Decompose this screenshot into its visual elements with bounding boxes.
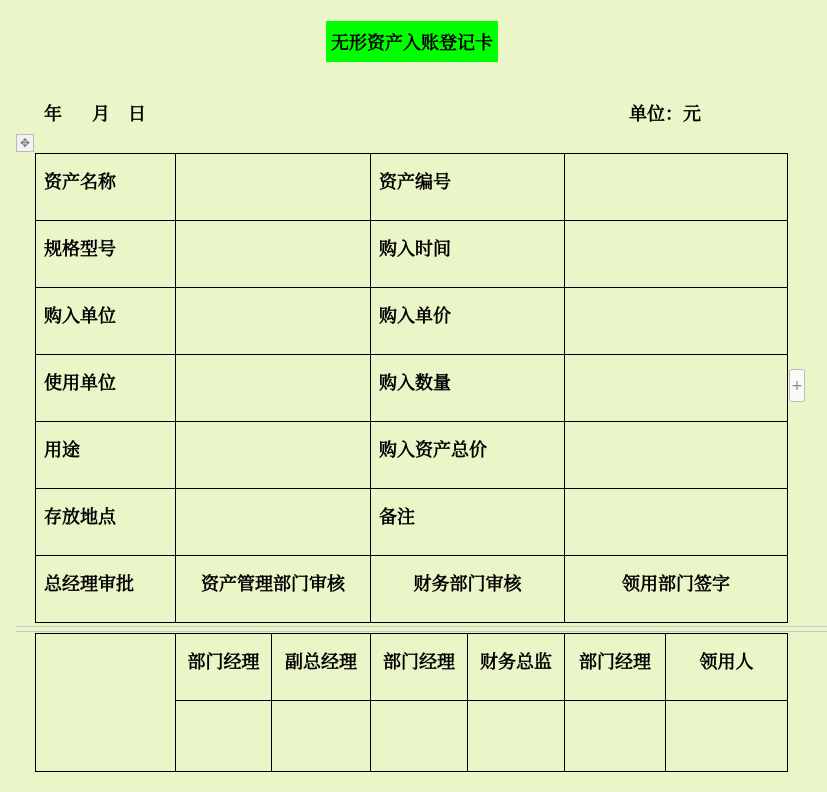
table-row (36, 422, 788, 489)
value-cell[interactable] (565, 489, 788, 556)
label-cell: 资产名称 (36, 154, 176, 221)
label-cell: 购入数量 (371, 355, 565, 422)
table-row (36, 355, 788, 422)
label-cell: 资产编号 (371, 154, 565, 221)
signature-cell[interactable] (272, 701, 371, 772)
label-cell: 使用单位 (36, 355, 176, 422)
signer-header: 领用人 (666, 634, 788, 701)
approval-header: 资产管理部门审核 (176, 556, 371, 623)
signature-cell[interactable] (371, 701, 468, 772)
value-cell[interactable] (565, 288, 788, 355)
plus-icon[interactable]: + (789, 369, 805, 402)
value-cell[interactable] (176, 154, 371, 221)
table-row (36, 154, 788, 221)
label-cell: 购入单位 (36, 288, 176, 355)
value-cell[interactable] (565, 221, 788, 288)
table-row (36, 634, 788, 701)
signer-header: 财务总监 (468, 634, 565, 701)
table-row (36, 489, 788, 556)
date-month: 月 (92, 104, 110, 125)
value-cell[interactable] (565, 355, 788, 422)
approval-header: 领用部门签字 (565, 556, 788, 623)
value-cell[interactable] (565, 154, 788, 221)
label-cell: 购入时间 (371, 221, 565, 288)
value-cell[interactable] (176, 288, 371, 355)
move-icon[interactable]: ✥ (16, 134, 34, 152)
table-row (36, 288, 788, 355)
signature-cell[interactable] (565, 701, 666, 772)
asset-info-table (35, 153, 788, 623)
signer-header: 部门经理 (565, 634, 666, 701)
approval-header: 财务部门审核 (371, 556, 565, 623)
approval-header: 总经理审批 (36, 556, 176, 623)
label-cell: 规格型号 (36, 221, 176, 288)
signer-header: 部门经理 (371, 634, 468, 701)
signer-header: 部门经理 (176, 634, 272, 701)
signature-cell[interactable] (666, 701, 788, 772)
value-cell[interactable] (176, 422, 371, 489)
label-cell: 购入资产总价 (371, 422, 565, 489)
date-line (44, 100, 146, 126)
date-day: 日 (128, 104, 146, 125)
label-cell: 存放地点 (36, 489, 176, 556)
signature-cell[interactable] (176, 701, 272, 772)
value-cell[interactable] (565, 422, 788, 489)
document-title: 无形资产入账登记卡 (326, 21, 498, 62)
page-divider (16, 631, 827, 632)
signature-blank-cell[interactable] (36, 634, 176, 772)
signature-table (35, 633, 788, 772)
value-cell[interactable] (176, 355, 371, 422)
date-year: 年 (44, 104, 62, 125)
label-cell: 用途 (36, 422, 176, 489)
value-cell[interactable] (176, 489, 371, 556)
label-cell: 购入单价 (371, 288, 565, 355)
approval-row (36, 556, 788, 623)
page-divider (16, 626, 827, 627)
value-cell[interactable] (176, 221, 371, 288)
label-cell: 备注 (371, 489, 565, 556)
table-row (36, 221, 788, 288)
unit-label: 单位：元 (629, 104, 701, 125)
signature-cell[interactable] (468, 701, 565, 772)
signer-header: 副总经理 (272, 634, 371, 701)
